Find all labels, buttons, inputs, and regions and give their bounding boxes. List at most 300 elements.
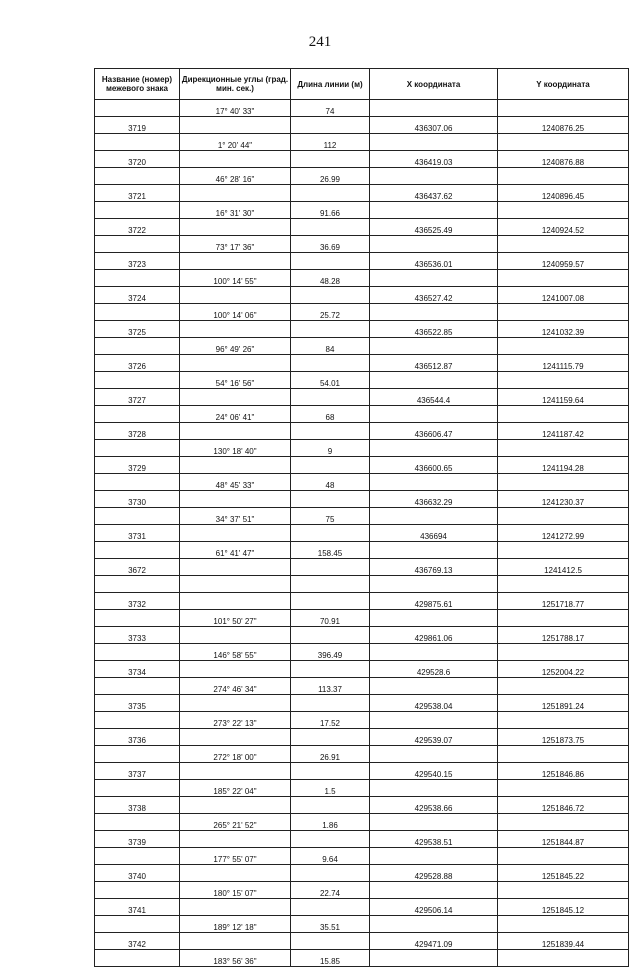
marker-name-cell: 3738: [95, 797, 180, 814]
line-length-cell: [291, 831, 370, 848]
marker-name-cell: 3737: [95, 763, 180, 780]
marker-name-cell: [95, 236, 180, 253]
bearing-angle-cell: [180, 423, 291, 440]
segment-row: [95, 100, 629, 117]
y-coordinate-cell: 1251891.24: [498, 695, 629, 712]
point-row: [95, 865, 629, 882]
bearing-angle-cell: 100° 14' 06": [180, 304, 291, 321]
line-length-cell: 36.69: [291, 236, 370, 253]
y-coordinate-cell: [498, 576, 629, 593]
bearing-angle-cell: 185° 22' 04": [180, 780, 291, 797]
bearing-angle-cell: [180, 831, 291, 848]
bearing-angle-cell: 61° 41' 47": [180, 542, 291, 559]
line-length-cell: 1.86: [291, 814, 370, 831]
segment-row: [95, 916, 629, 933]
line-length-cell: [291, 253, 370, 270]
segment-row: [95, 270, 629, 287]
line-length-cell: 396.49: [291, 644, 370, 661]
y-coordinate-cell: 1251718.77: [498, 593, 629, 610]
line-length-cell: [291, 729, 370, 746]
y-coordinate-cell: 1240959.57: [498, 253, 629, 270]
x-coordinate-cell: 429861.06: [370, 627, 498, 644]
x-coordinate-cell: [370, 202, 498, 219]
line-length-cell: [291, 219, 370, 236]
bearing-angle-cell: [180, 253, 291, 270]
x-coordinate-cell: [370, 814, 498, 831]
marker-name-cell: [95, 168, 180, 185]
point-row: [95, 797, 629, 814]
point-row: [95, 661, 629, 678]
bearing-angle-cell: [180, 389, 291, 406]
y-coordinate-cell: [498, 168, 629, 185]
line-length-cell: 48.28: [291, 270, 370, 287]
y-coordinate-cell: [498, 406, 629, 423]
marker-name-cell: [95, 882, 180, 899]
x-coordinate-cell: 429539.07: [370, 729, 498, 746]
marker-name-cell: [95, 848, 180, 865]
bearing-angle-cell: 48° 45' 33": [180, 474, 291, 491]
table-body: [95, 100, 629, 967]
marker-name-cell: [95, 916, 180, 933]
line-length-cell: 84: [291, 338, 370, 355]
x-coordinate-cell: 429538.66: [370, 797, 498, 814]
bearing-angle-cell: [180, 865, 291, 882]
bearing-angle-cell: [180, 185, 291, 202]
line-length-cell: [291, 457, 370, 474]
marker-name-cell: 3736: [95, 729, 180, 746]
line-length-cell: [291, 695, 370, 712]
x-coordinate-cell: 436769.13: [370, 559, 498, 576]
x-coordinate-cell: 429538.51: [370, 831, 498, 848]
point-row: [95, 117, 629, 134]
line-length-cell: [291, 797, 370, 814]
x-coordinate-cell: [370, 508, 498, 525]
y-coordinate-cell: 1240876.88: [498, 151, 629, 168]
line-length-cell: 1.5: [291, 780, 370, 797]
x-coordinate-cell: [370, 270, 498, 287]
x-coordinate-cell: [370, 440, 498, 457]
line-length-cell: 35.51: [291, 916, 370, 933]
line-length-cell: 54.01: [291, 372, 370, 389]
x-coordinate-cell: [370, 474, 498, 491]
y-coordinate-cell: 1240896.45: [498, 185, 629, 202]
line-length-cell: [291, 423, 370, 440]
x-coordinate-cell: 436437.62: [370, 185, 498, 202]
marker-name-cell: 3726: [95, 355, 180, 372]
y-coordinate-cell: [498, 950, 629, 967]
marker-name-cell: 3672: [95, 559, 180, 576]
y-coordinate-cell: [498, 542, 629, 559]
x-coordinate-cell: [370, 338, 498, 355]
marker-name-cell: [95, 372, 180, 389]
bearing-angle-cell: [180, 593, 291, 610]
boundary-coordinates-table: [94, 68, 629, 967]
marker-name-cell: [95, 576, 180, 593]
segment-row: [95, 372, 629, 389]
y-coordinate-cell: 1241159.64: [498, 389, 629, 406]
line-length-cell: [291, 763, 370, 780]
bearing-angle-cell: [180, 729, 291, 746]
bearing-angle-cell: [180, 559, 291, 576]
point-row: [95, 151, 629, 168]
y-coordinate-cell: [498, 712, 629, 729]
point-row: [95, 389, 629, 406]
line-length-cell: 26.91: [291, 746, 370, 763]
bearing-angle-cell: [180, 933, 291, 950]
line-length-cell: 9.64: [291, 848, 370, 865]
line-length-cell: 68: [291, 406, 370, 423]
x-coordinate-cell: 436694: [370, 525, 498, 542]
marker-name-cell: [95, 746, 180, 763]
line-length-cell: 70.91: [291, 610, 370, 627]
line-length-cell: 25.72: [291, 304, 370, 321]
bearing-angle-cell: [180, 797, 291, 814]
marker-name-cell: 3725: [95, 321, 180, 338]
line-length-cell: [291, 321, 370, 338]
point-row: [95, 287, 629, 304]
segment-row: [95, 134, 629, 151]
bearing-angle-cell: 17° 40' 33": [180, 100, 291, 117]
segment-row: [95, 168, 629, 185]
segment-row: [95, 406, 629, 423]
line-length-cell: [291, 389, 370, 406]
y-coordinate-cell: [498, 916, 629, 933]
bearing-angle-cell: [180, 576, 291, 593]
line-length-cell: 17.52: [291, 712, 370, 729]
line-length-cell: 26.99: [291, 168, 370, 185]
header-x-coordinate: X координата: [370, 69, 498, 100]
segment-row: [95, 780, 629, 797]
line-length-cell: [291, 355, 370, 372]
marker-name-cell: 3742: [95, 933, 180, 950]
y-coordinate-cell: [498, 236, 629, 253]
marker-name-cell: [95, 304, 180, 321]
marker-name-cell: 3722: [95, 219, 180, 236]
line-length-cell: [291, 491, 370, 508]
bearing-angle-cell: 100° 14' 55": [180, 270, 291, 287]
x-coordinate-cell: 436522.85: [370, 321, 498, 338]
point-row: [95, 525, 629, 542]
y-coordinate-cell: [498, 338, 629, 355]
x-coordinate-cell: 436527.42: [370, 287, 498, 304]
header-bearing-angle: Дирекционные углы (град. мин. сек.): [180, 69, 291, 100]
marker-name-cell: 3729: [95, 457, 180, 474]
marker-name-cell: 3728: [95, 423, 180, 440]
marker-name-cell: [95, 270, 180, 287]
y-coordinate-cell: [498, 440, 629, 457]
point-row: [95, 695, 629, 712]
page-number: 241: [308, 34, 332, 50]
marker-name-cell: 3739: [95, 831, 180, 848]
marker-name-cell: [95, 712, 180, 729]
point-row: [95, 355, 629, 372]
marker-name-cell: [95, 508, 180, 525]
y-coordinate-cell: 1251846.86: [498, 763, 629, 780]
x-coordinate-cell: 429506.14: [370, 899, 498, 916]
bearing-angle-cell: [180, 321, 291, 338]
x-coordinate-cell: [370, 610, 498, 627]
marker-name-cell: 3727: [95, 389, 180, 406]
marker-name-cell: [95, 440, 180, 457]
marker-name-cell: 3741: [95, 899, 180, 916]
bearing-angle-cell: 183° 56' 36": [180, 950, 291, 967]
line-length-cell: [291, 559, 370, 576]
marker-name-cell: [95, 406, 180, 423]
bearing-angle-cell: [180, 151, 291, 168]
x-coordinate-cell: [370, 848, 498, 865]
y-coordinate-cell: 1241412.5: [498, 559, 629, 576]
segment-row: [95, 474, 629, 491]
marker-name-cell: 3721: [95, 185, 180, 202]
segment-row: [95, 610, 629, 627]
y-coordinate-cell: 1241187.42: [498, 423, 629, 440]
y-coordinate-cell: 1251846.72: [498, 797, 629, 814]
line-length-cell: 158.45: [291, 542, 370, 559]
line-length-cell: [291, 576, 370, 593]
x-coordinate-cell: 429875.61: [370, 593, 498, 610]
line-length-cell: 15.85: [291, 950, 370, 967]
x-coordinate-cell: 429538.04: [370, 695, 498, 712]
segment-row: [95, 508, 629, 525]
x-coordinate-cell: [370, 304, 498, 321]
x-coordinate-cell: [370, 236, 498, 253]
header-y-coordinate: Y координата: [498, 69, 629, 100]
bearing-angle-cell: [180, 763, 291, 780]
y-coordinate-cell: [498, 780, 629, 797]
x-coordinate-cell: [370, 644, 498, 661]
y-coordinate-cell: 1241272.99: [498, 525, 629, 542]
bearing-angle-cell: 189° 12' 18": [180, 916, 291, 933]
marker-name-cell: [95, 780, 180, 797]
marker-name-cell: [95, 644, 180, 661]
line-length-cell: [291, 287, 370, 304]
point-row: [95, 253, 629, 270]
line-length-cell: [291, 151, 370, 168]
segment-row: [95, 440, 629, 457]
line-length-cell: [291, 899, 370, 916]
point-row: [95, 933, 629, 950]
y-coordinate-cell: 1251845.12: [498, 899, 629, 916]
marker-name-cell: 3719: [95, 117, 180, 134]
x-coordinate-cell: [370, 168, 498, 185]
point-row: [95, 219, 629, 236]
y-coordinate-cell: [498, 848, 629, 865]
x-coordinate-cell: [370, 576, 498, 593]
segment-row: [95, 542, 629, 559]
y-coordinate-cell: [498, 202, 629, 219]
y-coordinate-cell: [498, 678, 629, 695]
bearing-angle-cell: [180, 525, 291, 542]
point-row: [95, 559, 629, 576]
x-coordinate-cell: 436307.06: [370, 117, 498, 134]
marker-name-cell: [95, 338, 180, 355]
bearing-angle-cell: [180, 355, 291, 372]
segment-row: [95, 746, 629, 763]
point-row: [95, 457, 629, 474]
marker-name-cell: 3735: [95, 695, 180, 712]
x-coordinate-cell: [370, 712, 498, 729]
bearing-angle-cell: [180, 219, 291, 236]
marker-name-cell: 3720: [95, 151, 180, 168]
marker-name-cell: [95, 814, 180, 831]
marker-name-cell: 3731: [95, 525, 180, 542]
y-coordinate-cell: [498, 270, 629, 287]
bearing-angle-cell: 1° 20' 44": [180, 134, 291, 151]
segment-row: [95, 814, 629, 831]
x-coordinate-cell: 436419.03: [370, 151, 498, 168]
header-marker-name: Название (номер) межевого знака: [95, 69, 180, 100]
bearing-angle-cell: 177° 55' 07": [180, 848, 291, 865]
marker-name-cell: 3730: [95, 491, 180, 508]
marker-name-cell: 3724: [95, 287, 180, 304]
y-coordinate-cell: [498, 814, 629, 831]
y-coordinate-cell: [498, 304, 629, 321]
bearing-angle-cell: [180, 661, 291, 678]
y-coordinate-cell: [498, 610, 629, 627]
line-length-cell: [291, 185, 370, 202]
y-coordinate-cell: 1241007.08: [498, 287, 629, 304]
point-row: [95, 321, 629, 338]
line-length-cell: [291, 117, 370, 134]
bearing-angle-cell: [180, 287, 291, 304]
y-coordinate-cell: 1252004.22: [498, 661, 629, 678]
point-row: [95, 899, 629, 916]
y-coordinate-cell: 1241194.28: [498, 457, 629, 474]
x-coordinate-cell: [370, 678, 498, 695]
y-coordinate-cell: 1240876.25: [498, 117, 629, 134]
x-coordinate-cell: 436606.47: [370, 423, 498, 440]
point-row: [95, 627, 629, 644]
point-row: [95, 423, 629, 440]
bearing-angle-cell: 130° 18' 40": [180, 440, 291, 457]
x-coordinate-cell: 429471.09: [370, 933, 498, 950]
line-length-cell: [291, 661, 370, 678]
line-length-cell: 75: [291, 508, 370, 525]
bearing-angle-cell: [180, 491, 291, 508]
bearing-angle-cell: [180, 627, 291, 644]
segment-row: [95, 882, 629, 899]
y-coordinate-cell: 1241032.39: [498, 321, 629, 338]
bearing-angle-cell: 146° 58' 55": [180, 644, 291, 661]
bearing-angle-cell: [180, 695, 291, 712]
y-coordinate-cell: 1240924.52: [498, 219, 629, 236]
y-coordinate-cell: [498, 882, 629, 899]
line-length-cell: [291, 865, 370, 882]
x-coordinate-cell: 436512.87: [370, 355, 498, 372]
segment-row: [95, 950, 629, 967]
marker-name-cell: 3723: [95, 253, 180, 270]
x-coordinate-cell: [370, 780, 498, 797]
y-coordinate-cell: 1241230.37: [498, 491, 629, 508]
line-length-cell: 22.74: [291, 882, 370, 899]
line-length-cell: 48: [291, 474, 370, 491]
segment-row: [95, 236, 629, 253]
x-coordinate-cell: 429528.88: [370, 865, 498, 882]
line-length-cell: 91.66: [291, 202, 370, 219]
table-header-row: [95, 69, 629, 100]
y-coordinate-cell: [498, 372, 629, 389]
y-coordinate-cell: [498, 644, 629, 661]
point-row: [95, 491, 629, 508]
point-row: [95, 729, 629, 746]
x-coordinate-cell: [370, 746, 498, 763]
y-coordinate-cell: 1251788.17: [498, 627, 629, 644]
y-coordinate-cell: [498, 508, 629, 525]
x-coordinate-cell: 436525.49: [370, 219, 498, 236]
x-coordinate-cell: [370, 916, 498, 933]
x-coordinate-cell: [370, 100, 498, 117]
x-coordinate-cell: 429540.15: [370, 763, 498, 780]
marker-name-cell: [95, 678, 180, 695]
y-coordinate-cell: [498, 100, 629, 117]
line-length-cell: 113.37: [291, 678, 370, 695]
bearing-angle-cell: [180, 117, 291, 134]
y-coordinate-cell: 1251839.44: [498, 933, 629, 950]
y-coordinate-cell: [498, 134, 629, 151]
segment-row: [95, 304, 629, 321]
line-length-cell: [291, 933, 370, 950]
line-length-cell: [291, 627, 370, 644]
y-coordinate-cell: [498, 746, 629, 763]
y-coordinate-cell: 1241115.79: [498, 355, 629, 372]
point-row: [95, 831, 629, 848]
marker-name-cell: [95, 134, 180, 151]
point-row: [95, 763, 629, 780]
bearing-angle-cell: 54° 16' 56": [180, 372, 291, 389]
marker-name-cell: [95, 610, 180, 627]
bearing-angle-cell: [180, 457, 291, 474]
segment-row: [95, 848, 629, 865]
bearing-angle-cell: 274° 46' 34": [180, 678, 291, 695]
y-coordinate-cell: 1251873.75: [498, 729, 629, 746]
bearing-angle-cell: 16° 31' 30": [180, 202, 291, 219]
bearing-angle-cell: 73° 17' 36": [180, 236, 291, 253]
x-coordinate-cell: [370, 372, 498, 389]
line-length-cell: 74: [291, 100, 370, 117]
segment-row: [95, 678, 629, 695]
bearing-angle-cell: 24° 06' 41": [180, 406, 291, 423]
y-coordinate-cell: 1251844.87: [498, 831, 629, 848]
marker-name-cell: 3733: [95, 627, 180, 644]
bearing-angle-cell: 34° 37' 51": [180, 508, 291, 525]
marker-name-cell: [95, 474, 180, 491]
bearing-angle-cell: 101° 50' 27": [180, 610, 291, 627]
marker-name-cell: 3734: [95, 661, 180, 678]
bearing-angle-cell: [180, 899, 291, 916]
line-length-cell: 9: [291, 440, 370, 457]
segment-row: [95, 338, 629, 355]
segment-row: [95, 202, 629, 219]
bearing-angle-cell: 265° 21' 52": [180, 814, 291, 831]
marker-name-cell: 3740: [95, 865, 180, 882]
x-coordinate-cell: [370, 542, 498, 559]
bearing-angle-cell: 180° 15' 07": [180, 882, 291, 899]
bearing-angle-cell: 46° 28' 16": [180, 168, 291, 185]
marker-name-cell: [95, 542, 180, 559]
x-coordinate-cell: 429528.6: [370, 661, 498, 678]
marker-name-cell: [95, 950, 180, 967]
marker-name-cell: 3732: [95, 593, 180, 610]
marker-name-cell: [95, 100, 180, 117]
header-line-length: Длина линии (м): [291, 69, 370, 100]
line-length-cell: [291, 525, 370, 542]
line-length-cell: 112: [291, 134, 370, 151]
x-coordinate-cell: 436544.4: [370, 389, 498, 406]
separator-row: [95, 576, 629, 593]
point-row: [95, 593, 629, 610]
y-coordinate-cell: [498, 474, 629, 491]
bearing-angle-cell: 272° 18' 00": [180, 746, 291, 763]
